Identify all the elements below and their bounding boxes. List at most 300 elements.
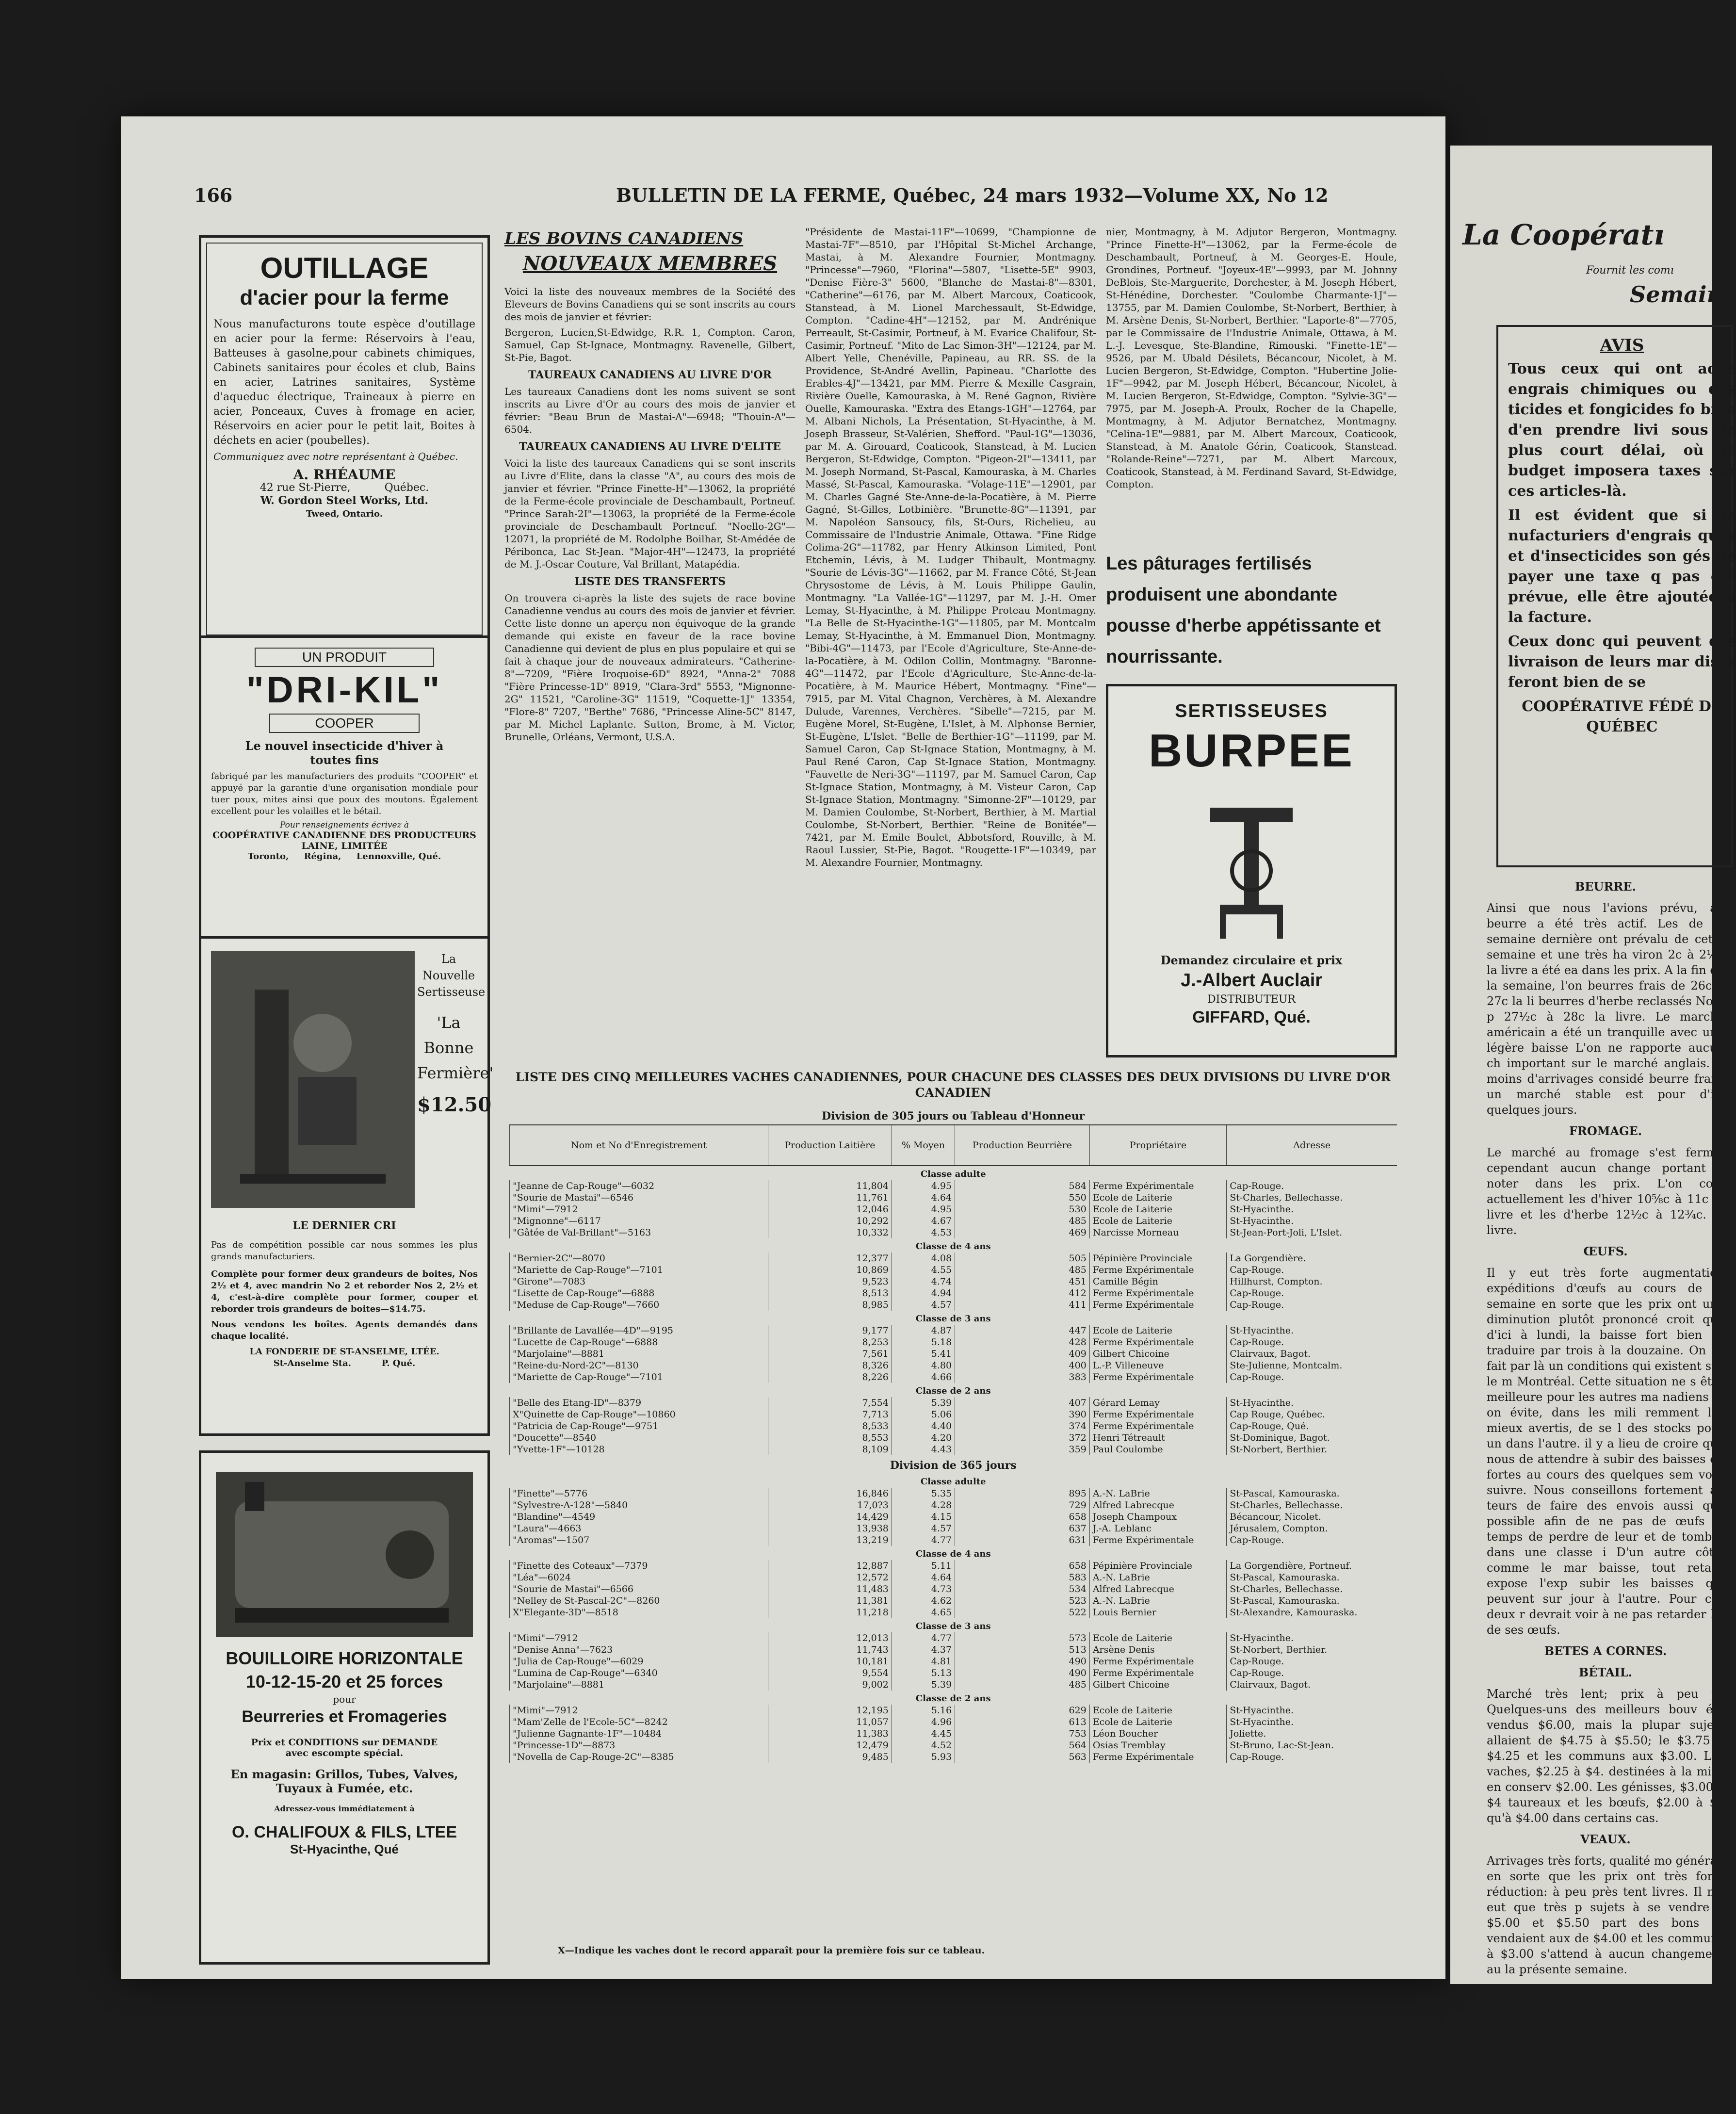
avis-head: AVIS — [1600, 336, 1644, 355]
table-cell: 5.18 — [892, 1336, 955, 1348]
table-cell: "Finette des Coteaux"—7379 — [510, 1560, 768, 1572]
table-cell: 658 — [955, 1560, 1090, 1572]
table-cell: 9,002 — [768, 1679, 892, 1691]
table-cell: Ecole de Laiterie — [1089, 1215, 1226, 1227]
table-header-row — [510, 1125, 1397, 1166]
burpee-sealer-icon — [1191, 798, 1312, 943]
table-cell: 4.53 — [892, 1227, 955, 1238]
table-cell: 12,195 — [768, 1705, 892, 1716]
vaches-title: LISTE DES CINQ MEILLEURES VACHES CANADIENNES, POUR CHACUNE DES CLASSES DES DEUX DIVISIONS DU LIVRE D'OR CANADIEN — [515, 1070, 1391, 1100]
table-cell: A.-N. LaBrie — [1089, 1572, 1226, 1583]
table-cell: Ferme Expérimentale — [1089, 1667, 1226, 1679]
table-cell: 8,109 — [768, 1444, 892, 1455]
table-cell: 513 — [955, 1644, 1090, 1656]
table-cell: 4.52 — [892, 1740, 955, 1751]
ad-outillage-contact: Communiquez avec notre représentant à Québec. — [213, 451, 458, 462]
table-cell: Cap-Rouge. — [1227, 1667, 1397, 1679]
column-header: Production Laitière — [768, 1125, 892, 1166]
ad-outillage-body: Nous manufacturons toute espèce d'outillage en acier pour la ferme: Réservoirs à l'eau, Batteuses à gasolne,pour cabinets chimiques, Cabinets sanitaires pour écoles et club, Bains en acier, Latrines sanitaires, Système d'aqueduc électrique, Traineaux à pierre en acier, Ponceaux, Cuves à fromage en acier, Réservoirs en acier pour le petit lait, Boites à déchets en acier (poubelles). — [213, 318, 475, 447]
table-cell: 584 — [955, 1180, 1090, 1192]
table-cell: "Sourie de Mastai"—6546 — [510, 1192, 768, 1203]
table-cell: 10,332 — [768, 1227, 892, 1238]
ad-drikil-org: COOPÉRATIVE CANADIENNE DES PRODUCTEURS LAINE, LIMITÉE — [212, 830, 476, 851]
ad-outillage-name: A. RHÉAUME — [293, 467, 396, 483]
table-cell: Pépinière Provinciale — [1089, 1560, 1226, 1572]
table-cell: St-Bruno, Lac-St-Jean. — [1227, 1740, 1397, 1751]
table-cell: 469 — [955, 1227, 1090, 1238]
table-cell: 8,985 — [768, 1299, 892, 1311]
table-cell: Ecole de Laiterie — [1089, 1632, 1226, 1644]
table-row — [510, 1751, 1397, 1763]
table-cell: Ecole de Laiterie — [1089, 1203, 1226, 1215]
table-cell: Bécancour, Nicolet. — [1227, 1511, 1397, 1523]
burpee-brand: BURPEE — [1148, 725, 1355, 777]
table-cell: Ecole de Laiterie — [1089, 1192, 1226, 1203]
table-cell: 8,553 — [768, 1432, 892, 1444]
division-row — [510, 1455, 1397, 1474]
table-row — [510, 1656, 1397, 1667]
table-row — [510, 1227, 1397, 1238]
table-cell: St-Pascal, Kamouraska. — [1227, 1488, 1397, 1499]
p-oeufs: Il y eut très forte augmentation expéditions d'œufs au cours de la semaine en sorte que les prix ont une diminution plutôt prononcé croit que d'ici à lundi, la baisse fort bien se traduire par trois à la douzaine. On se fait par là un conditions qui existent sur le m Montréal. Cette situation ne s être meilleure pour les autres ma nadiens et on évite, dans les mili remment les mieux avertis, de se l des stocks pour un dans l'autre. il y a lieu de croire que nous de attendre à subir des baisses en fortes au cours des quelques sem vont suivre. Nous conseillons fortement au teurs de faire des envois aussi que possible afin de ne pas de œufs le temps de perdre de leur et de tomber dans une classe i D'un autre côté, comme le mar baisse, tout retard expose l'exp subir les baisses qui peuvent sur jour à l'autre. Pour ces deux r devrait voir à ne pas retarder l'e de ses œufs. — [1487, 1266, 1724, 1637]
table-cell: 4.80 — [892, 1360, 955, 1371]
table-cell: St-Hyacinthe. — [1227, 1705, 1397, 1716]
table-cell: "Mariette de Cap-Rouge"—7101 — [510, 1264, 768, 1276]
table-cell: 4.43 — [892, 1444, 955, 1455]
table-cell: 12,887 — [768, 1560, 892, 1572]
class-title: Classe adulte — [920, 1477, 986, 1487]
table-cell: 4.73 — [892, 1583, 955, 1595]
table-cell: St-Charles, Bellechasse. — [1227, 1192, 1397, 1203]
table-cell: 485 — [955, 1679, 1090, 1691]
table-cell: Ferme Expérimentale — [1089, 1287, 1226, 1299]
ad-outillage-subtitle: d'acier pour la ferme — [240, 286, 449, 309]
table-row — [510, 1325, 1397, 1336]
table-cell: X"Elegante-3D"—8518 — [510, 1607, 768, 1618]
ad-drikil-body: fabriqué par les manufacturiers des produits "COOPER" et appuyé par la garantie d'une organisation mondiale pour tuer poux, mites ainsi que poux des moutons. Également excellent pour les volailles et le bétail. — [211, 771, 478, 816]
table-cell: Joseph Champoux — [1089, 1511, 1226, 1523]
bouilloire-company: O. CHALIFOUX & FILS, LTEE — [231, 1823, 457, 1841]
table-cell: "Léa"—6024 — [510, 1572, 768, 1583]
table-cell: J.-A. Leblanc — [1089, 1523, 1226, 1534]
transferts-column-3 — [1106, 226, 1397, 493]
table-cell: "Meduse de Cap-Rouge"—7660 — [510, 1299, 768, 1311]
table-row — [510, 1534, 1397, 1546]
table-cell: 409 — [955, 1348, 1090, 1360]
table-cell: 4.08 — [892, 1252, 955, 1264]
table-cell: 9,554 — [768, 1667, 892, 1679]
table-cell: "Mariette de Cap-Rouge"—7101 — [510, 1371, 768, 1383]
table-cell: L.-P. Villeneuve — [1089, 1360, 1226, 1371]
table-row — [510, 1192, 1397, 1203]
class-row — [510, 1691, 1397, 1705]
table-cell: 4.95 — [892, 1180, 955, 1192]
table-cell: Ste-Julienne, Montcalm. — [1227, 1360, 1397, 1371]
h-beurre: BEURRE. — [1574, 879, 1637, 894]
table-cell: 13,219 — [768, 1534, 892, 1546]
table-cell: 12,046 — [768, 1203, 892, 1215]
ad-sertisseuse — [199, 936, 494, 1436]
burpee-name: J.-Albert Auclair — [1180, 970, 1323, 991]
table-cell: St-Alexandre, Kamouraska. — [1227, 1607, 1397, 1618]
table-cell: "Mimi"—7912 — [510, 1203, 768, 1215]
table-cell: St-Pascal, Kamouraska. — [1227, 1595, 1397, 1607]
bovins-kicker: LES BOVINS CANADIENS — [504, 229, 744, 248]
table-cell: 5.39 — [892, 1397, 955, 1409]
table-cell: "Mimi"—7912 — [510, 1705, 768, 1716]
table-cell: 5.16 — [892, 1705, 955, 1716]
bovins-p2: Voici la liste des taureaux Canadiens qui se sont inscrits au Livre d'Elite, dans la classe "A", au cours des mois de janvier et février. "Prince Finette-H"—13062, la propriété de la Ferme-école provinciale de Deschambault, Portneuf. "Prince Sarah-2I"—13063, la propriété de la Ferme-école provinciale de Deschambault Portneuf. "Noello-2G"—12071, la propriété de M. Rodolphe Boilhar, St-Amédée de Péribonca, Lac St-Jean. "Major-4H"—12473, la propriété de M. J.-Oscar Couture, Val Brillant, Matapédia. — [504, 457, 795, 570]
table-cell: Cap-Rouge. — [1227, 1180, 1397, 1192]
table-cell: St-Pascal, Kamouraska. — [1227, 1572, 1397, 1583]
table-cell: 4.95 — [892, 1203, 955, 1215]
table-cell: 10,869 — [768, 1264, 892, 1276]
column-header: Propriétaire — [1089, 1125, 1226, 1166]
page-number: 166 — [194, 184, 233, 206]
table-row — [510, 1716, 1397, 1728]
table-cell: 447 — [955, 1325, 1090, 1336]
table-cell: 505 — [955, 1252, 1090, 1264]
table-cell: 11,218 — [768, 1607, 892, 1618]
table-cell: Léon Boucher — [1089, 1728, 1226, 1740]
table-row — [510, 1728, 1397, 1740]
h-betes: BETES A CORNES. — [1544, 1644, 1667, 1658]
class-title: Classe de 2 ans — [915, 1386, 991, 1396]
ad-drikil-tag: UN PRODUIT — [302, 650, 387, 665]
table-cell: 8,533 — [768, 1420, 892, 1432]
table-row — [510, 1499, 1397, 1511]
table-cell: "Blandine"—4549 — [510, 1511, 768, 1523]
table-cell: 485 — [955, 1264, 1090, 1276]
table-cell: A.-N. LaBrie — [1089, 1595, 1226, 1607]
table-cell: 12,377 — [768, 1252, 892, 1264]
next-page — [1450, 146, 1736, 1984]
table-cell: 4.57 — [892, 1523, 955, 1534]
bouilloire-order: Adressez-vous immédiatement à — [274, 1804, 415, 1813]
vaches-footnote: X—Indique les vaches dont le record apparaît pour la première fois sur ce tableau. — [558, 1945, 985, 1956]
table-cell: 412 — [955, 1287, 1090, 1299]
table-cell: 10,292 — [768, 1215, 892, 1227]
bovins-intro: Voici la liste des nouveaux membres de la Société des Eleveurs de Bovins Canadiens qui se sont inscrits au cours des mois de janvier et février: — [504, 286, 795, 323]
bouilloire-prix: Prix et CONDITIONS sur DEMANDE avec escompte spécial. — [251, 1737, 438, 1758]
column-header: Production Beurrière — [955, 1125, 1090, 1166]
h-veaux: VEAUX. — [1580, 1832, 1631, 1846]
table-row — [510, 1348, 1397, 1360]
ad-outillage-address: 42 rue St-Pierre, Québec. — [260, 482, 429, 494]
table-cell: 4.15 — [892, 1511, 955, 1523]
table-row — [510, 1299, 1397, 1311]
table-cell: 374 — [955, 1420, 1090, 1432]
p-beurre: Ainsi que nous l'avions prévu, au beurre a été très actif. Les de la semaine dernière ont prévalu de cette semaine et une très ha viron 2c à 2½c la livre a été ea dans les prix. A la fin de la semaine, l'on beurres frais de 26c à 27c la li beurres d'herbe reclassés No 1 p 27½c à 28c la livre. Le marché américain a été un tranquille avec une légère baisse L'on ne rapporte aucun ch important sur le marché anglais. A moins d'arrivages considé beurre frais, un marché stable est pour d'ici quelques jours. — [1487, 901, 1724, 1117]
table-row — [510, 1397, 1397, 1409]
table-cell: 4.74 — [892, 1276, 955, 1287]
division-row — [510, 1106, 1397, 1125]
table-cell: Ferme Expérimentale — [1089, 1371, 1226, 1383]
table-cell: Cap-Rouge. — [1227, 1534, 1397, 1546]
table-cell: 490 — [955, 1667, 1090, 1679]
table-cell: Osias Tremblay — [1089, 1740, 1226, 1751]
avis-box — [1496, 325, 1736, 867]
table-cell: Jérusalem, Compton. — [1227, 1523, 1397, 1534]
table-cell: Cap-Rouge. — [1227, 1336, 1397, 1348]
coop-sub: Fournit les comı — [1586, 264, 1674, 276]
class-row — [510, 1618, 1397, 1632]
table-cell: 451 — [955, 1276, 1090, 1287]
column-header: % Moyen — [892, 1125, 955, 1166]
table-row — [510, 1409, 1397, 1420]
table-cell: 895 — [955, 1488, 1090, 1499]
bovins-p1: Les taureaux Canadiens dont les noms suivent se sont inscrits au Livre d'Or au cours des mois de janvier et février: "Beau Brun de Mastai-A"—6948; "Thouin-A"—6504. — [504, 386, 795, 435]
bovins-h3: LISTE DES TRANSFERTS — [574, 575, 726, 588]
table-cell: St-Norbert, Berthier. — [1227, 1444, 1397, 1455]
table-cell: "Sourie de Mastai"—6566 — [510, 1583, 768, 1595]
table-cell: 4.45 — [892, 1728, 955, 1740]
sertisseuse-caption: La Nouvelle Sertisseuse — [417, 952, 486, 999]
table-row — [510, 1583, 1397, 1595]
table-cell: 4.65 — [892, 1607, 955, 1618]
table-cell: Cap-Rouge. — [1227, 1371, 1397, 1383]
table-cell: Ferme Expérimentale — [1089, 1420, 1226, 1432]
table-row — [510, 1287, 1397, 1299]
table-cell: "Lumina de Cap-Rouge"—6340 — [510, 1667, 768, 1679]
ad-drikil-cities: Toronto, Régina, Lennoxville, Qué. — [247, 851, 441, 862]
table-cell: 407 — [955, 1397, 1090, 1409]
table-cell: 4.57 — [892, 1299, 955, 1311]
table-cell: 523 — [955, 1595, 1090, 1607]
table-cell: 573 — [955, 1632, 1090, 1644]
table-cell: 4.28 — [892, 1499, 955, 1511]
table-row — [510, 1607, 1397, 1618]
table-cell: "Bernier-2C"—8070 — [510, 1252, 768, 1264]
masthead-title: BULLETIN DE LA FERME, Québec, 24 mars 1932—Volume XX, No 12 — [616, 184, 1329, 206]
table-cell: "Lucette de Cap-Rouge"—6888 — [510, 1336, 768, 1348]
column-header: Nom et No d'Enregistrement — [510, 1125, 768, 1166]
division-title: Division de 305 jours ou Tableau d'Honneur — [822, 1110, 1085, 1122]
table-cell: 9,523 — [768, 1276, 892, 1287]
table-row — [510, 1444, 1397, 1455]
table-row — [510, 1705, 1397, 1716]
table-cell: 7,713 — [768, 1409, 892, 1420]
table-cell: A.-N. LaBrie — [1089, 1488, 1226, 1499]
sertisseuse-photo — [211, 951, 415, 1208]
transferts-text-3: nier, Montmagny, à M. Adjutor Bergeron, Montmagny. "Prince Finette-H"—13062, par la Ferme-école de Deschambault, Portneuf, à M. Georges-E. Houle, Grondines, Portneuf. "Joyeux-4E"—9993, par M. Johnny DeBlois, Ste-Marguerite, Dorchester, à M. Joseph Hébert, St-Hénédine, Dorchester. "Coulombe Charmante-1J"—13755, par M. Damien Coulombe, St-Norbert, Berthier, à M. Arsène Denis, St-Norbert, Berthier. "Laporte-8"—7705, par le Commissaire de l'Industrie Animale, Ottawa, à M. L.-J. Levesque, Ste-Blandine, Rimouski. "Finette-1E"—9526, par M. Ubald Désilets, Bécancour, Nicolet, à M. Lucien Bergeron, St-Edwidge, Compton. "Hubertine Jolie-1F"—9942, par M. Joseph Hébert, Bécancour, Nicolet, à M. Lucien Bergeron, St-Edwidge, Compton. "Sylvie-3G"—7975, par M. Joseph-A. Proulx, Rocher de la Chapelle, Montmagny, à M. Adjutor Bernatchez, Montmagny. "Celina-1E"—9881, par M. Albert Marcoux, Coaticook, Stanstead, à M. Anatole Gérin, Coaticook, Stanstead. "Rolande-Reine"—7271, par M. Albert Marcoux, Coaticook, Stanstead, à M. Ferdinand Savard, St-Edwidge, Compton. — [1106, 226, 1397, 490]
ad-drikil-info: Pour renseignements écrivez à — [279, 820, 409, 830]
table-cell: 16,846 — [768, 1488, 892, 1499]
table-row — [510, 1644, 1397, 1656]
table-cell: St-Hyacinthe. — [1227, 1203, 1397, 1215]
coop-masthead: La Coopératı — [1462, 218, 1665, 251]
ad-outillage-city: Tweed, Ontario. — [306, 509, 383, 519]
table-cell: Ferme Expérimentale — [1089, 1180, 1226, 1192]
table-cell: 4.87 — [892, 1325, 955, 1336]
table-cell: Cap-Rouge. — [1227, 1299, 1397, 1311]
class-row — [510, 1238, 1397, 1252]
table-cell: 12,572 — [768, 1572, 892, 1583]
table-cell: "Reine-du-Nord-2C"—8130 — [510, 1360, 768, 1371]
table-cell: St-Charles, Bellechasse. — [1227, 1499, 1397, 1511]
table-cell: Cap Rouge, Québec. — [1227, 1409, 1397, 1420]
table-row — [510, 1203, 1397, 1215]
table-cell: 550 — [955, 1192, 1090, 1203]
table-cell: Gilbert Chicoine — [1089, 1348, 1226, 1360]
division-title: Division de 365 jours — [890, 1459, 1017, 1472]
table-cell: Alfred Labrecque — [1089, 1583, 1226, 1595]
table-row — [510, 1679, 1397, 1691]
table-cell: 4.81 — [892, 1656, 955, 1667]
table-cell: 8,326 — [768, 1360, 892, 1371]
class-row — [510, 1474, 1397, 1488]
table-cell: Camille Bégin — [1089, 1276, 1226, 1287]
table-cell: Gilbert Chicoine — [1089, 1679, 1226, 1691]
h-fromage: FROMAGE. — [1569, 1124, 1642, 1138]
class-title: Classe de 4 ans — [915, 1549, 991, 1559]
table-cell: 359 — [955, 1444, 1090, 1455]
ad-drikil-lead: Le nouvel insecticide d'hiver à toutes fins — [245, 739, 444, 767]
bouilloire-city: St-Hyacinthe, Qué — [290, 1842, 399, 1856]
table-cell: 5.06 — [892, 1409, 955, 1420]
table-row — [510, 1360, 1397, 1371]
table-cell: 390 — [955, 1409, 1090, 1420]
table-cell: Joliette. — [1227, 1728, 1397, 1740]
transferts-column-2 — [805, 226, 1096, 872]
bouilloire-pour: pour — [333, 1693, 356, 1705]
sertisseuse-body2: Complète pour former deux grandeurs de boites, Nos 2½ et 4, avec mandrin No 2 et reborder Nos 2, 2½ et 4, c'est-à-dire complète pour former, couper et reborder trois grandeurs de boites—$14.75. — [211, 1269, 478, 1314]
ad-bouilloire — [199, 1450, 490, 1965]
table-row — [510, 1420, 1397, 1432]
table-cell: Cap-Rouge. — [1227, 1656, 1397, 1667]
table-cell: "Julienne Gagnante-1F"—10484 — [510, 1728, 768, 1740]
table-cell: Paul Coulombe — [1089, 1444, 1226, 1455]
table-cell: 4.96 — [892, 1716, 955, 1728]
table-cell: Ferme Expérimentale — [1089, 1751, 1226, 1763]
table-cell: "Sylvestre-A-128"—5840 — [510, 1499, 768, 1511]
burpee-city: GIFFARD, Qué. — [1192, 1008, 1311, 1026]
table-row — [510, 1511, 1397, 1523]
table-cell: St-Dominique, Bagot. — [1227, 1432, 1397, 1444]
bouilloire-title: BOUILLOIRE HORIZONTALE — [226, 1648, 463, 1668]
table-cell: 10,181 — [768, 1656, 892, 1667]
table-row — [510, 1572, 1397, 1583]
table-cell: Hillhurst, Compton. — [1227, 1276, 1397, 1287]
table-cell: Cap-Rouge, Qué. — [1227, 1420, 1397, 1432]
table-cell: 12,479 — [768, 1740, 892, 1751]
table-cell: Clairvaux, Bagot. — [1227, 1348, 1397, 1360]
sertisseuse-body3: Nous vendons les boîtes. Agents demandés dans chaque localité. — [211, 1319, 478, 1341]
table-cell: Arsène Denis — [1089, 1644, 1226, 1656]
class-row — [510, 1166, 1397, 1180]
table-row — [510, 1215, 1397, 1227]
table-cell: 11,743 — [768, 1644, 892, 1656]
bovins-p3: On trouvera ci-après la liste des sujets de race bovine Canadienne vendus au cours des mois de janvier et février. Cette liste donne un aperçu non équivoque de la grande demande qui existe en faveur de la race bovine Canadienne qui devient de plus en plus populaire et qui se fait à chaque jour de nouveaux admirateurs. "Catherine-8"—7209, "Fière Iroquoise-6D" 8924, "Anna-2" 7088 "Fière Princesse-1D" 8919, "Clara-3rd" 5553, "Mignonne-2G" 11521, "Caroline-3G" 11519, "Coquette-1J" 13354, "Flore-8" 7207, "Berthe" 7686, "Princesse Aline-5C" 8147, par M. Michel Laplante. Sutton, Brome, à M. Victor, Brunelle, Orléans, Vermont, U.S.A. — [504, 592, 795, 743]
table-cell: "Mignonne"—6117 — [510, 1215, 768, 1227]
market-report — [1487, 873, 1724, 1981]
table-cell: 400 — [955, 1360, 1090, 1371]
table-cell: 12,013 — [768, 1632, 892, 1644]
table-cell: "Jeanne de Cap-Rouge"—6032 — [510, 1180, 768, 1192]
table-cell: "Girone"—7083 — [510, 1276, 768, 1287]
table-cell: Pépinière Provinciale — [1089, 1252, 1226, 1264]
burpee-cta: Demandez circulaire et prix — [1160, 953, 1343, 967]
boiler-icon — [216, 1472, 473, 1637]
table-cell: Gérard Lemay — [1089, 1397, 1226, 1409]
class-row — [510, 1546, 1397, 1560]
table-cell: 629 — [955, 1705, 1090, 1716]
table-cell: "Finette"—5776 — [510, 1488, 768, 1499]
bouilloire-photo — [216, 1472, 473, 1637]
bouilloire-stock: En magasin: Grillos, Tubes, Valves, Tuyaux à Fumée, etc. — [230, 1767, 458, 1795]
table-cell: 613 — [955, 1716, 1090, 1728]
table-cell: 11,804 — [768, 1180, 892, 1192]
table-row — [510, 1180, 1397, 1192]
table-cell: Ecole de Laiterie — [1089, 1325, 1226, 1336]
table-cell: Alfred Labrecque — [1089, 1499, 1226, 1511]
table-cell: 4.62 — [892, 1595, 955, 1607]
p-fromage: Le marché au fromage s'est ferme; cependant aucun change portant à noter dans les prix. L'on cote actuellement les d'hiver 10⅝c à 11c la livre et les d'herbe 12½c à 12¾c. la livre. — [1487, 1146, 1724, 1237]
table-cell: "Lisette de Cap-Rouge"—6888 — [510, 1287, 768, 1299]
avis-p3: Ceux donc qui peuvent dre livraison de leurs mar dises feront bien de se — [1508, 633, 1736, 691]
table-cell: St-Norbert, Berthier. — [1227, 1644, 1397, 1656]
sertisseuse-name: 'La Bonne Fermière' — [417, 1013, 494, 1082]
table-cell: "Mimi"—7912 — [510, 1632, 768, 1644]
table-cell: Ecole de Laiterie — [1089, 1716, 1226, 1728]
table-cell: "Nelley de St-Pascal-2C"—8260 — [510, 1595, 768, 1607]
table-cell: 11,761 — [768, 1192, 892, 1203]
table-row — [510, 1252, 1397, 1264]
ad-outillage-title: OUTILLAGE — [260, 252, 429, 284]
table-row — [510, 1371, 1397, 1383]
table-cell: "Gâtée de Val-Brillant"—5163 — [510, 1227, 768, 1238]
table-cell: 411 — [955, 1299, 1090, 1311]
table-cell: 7,554 — [768, 1397, 892, 1409]
table-cell: La Gorgendière. — [1227, 1252, 1397, 1264]
table-cell: Louis Bernier — [1089, 1607, 1226, 1618]
burpee-role: DISTRIBUTEUR — [1207, 993, 1296, 1006]
table-cell: 428 — [955, 1336, 1090, 1348]
table-cell: 637 — [955, 1523, 1090, 1534]
table-cell: 4.64 — [892, 1572, 955, 1583]
table-cell: Cap-Rouge. — [1227, 1751, 1397, 1763]
table-cell: Ferme Expérimentale — [1089, 1409, 1226, 1420]
table-cell: Ferme Expérimentale — [1089, 1336, 1226, 1348]
table-cell: 5.13 — [892, 1667, 955, 1679]
table-cell: 583 — [955, 1572, 1090, 1583]
table-row — [510, 1523, 1397, 1534]
table-cell: 17,0?3 — [768, 1499, 892, 1511]
table-row — [510, 1432, 1397, 1444]
table-cell: 11,383 — [768, 1728, 892, 1740]
avis-p1: Tous ceux qui ont ache engrais chimiques ou des ticides et fongicides fo bien d'en prendre livi sous le plus court délai, où le budget imposera taxes sur ces articles-là. — [1508, 360, 1736, 500]
table-cell: 7,561 — [768, 1348, 892, 1360]
table-cell: 522 — [955, 1607, 1090, 1618]
coop-semaine: Semain — [1630, 281, 1723, 308]
ad-outillage — [199, 235, 490, 643]
table-cell: "Yvette-1F"—10128 — [510, 1444, 768, 1455]
table-cell: 11,057 — [768, 1716, 892, 1728]
table-cell: Henri Tétreault — [1089, 1432, 1226, 1444]
sertisseuse-price: $12.50 — [417, 1093, 492, 1116]
table-cell: St-Jean-Port-Joli, L'Islet. — [1227, 1227, 1397, 1238]
sertisseuse-body1: Pas de compétition possible car nous sommes les plus grands manufacturiers. — [211, 1240, 478, 1262]
bouilloire-target: Beurreries et Fromageries — [242, 1707, 447, 1726]
class-title: Classe de 3 ans — [915, 1314, 991, 1324]
table-cell: 753 — [955, 1728, 1090, 1740]
table-cell: 5.39 — [892, 1679, 955, 1691]
class-row — [510, 1311, 1397, 1325]
table-cell: 11,483 — [768, 1583, 892, 1595]
table-cell: 4.40 — [892, 1420, 955, 1432]
table-cell: Ferme Expérimentale — [1089, 1299, 1226, 1311]
table-cell: "Denise Anna"—7623 — [510, 1644, 768, 1656]
